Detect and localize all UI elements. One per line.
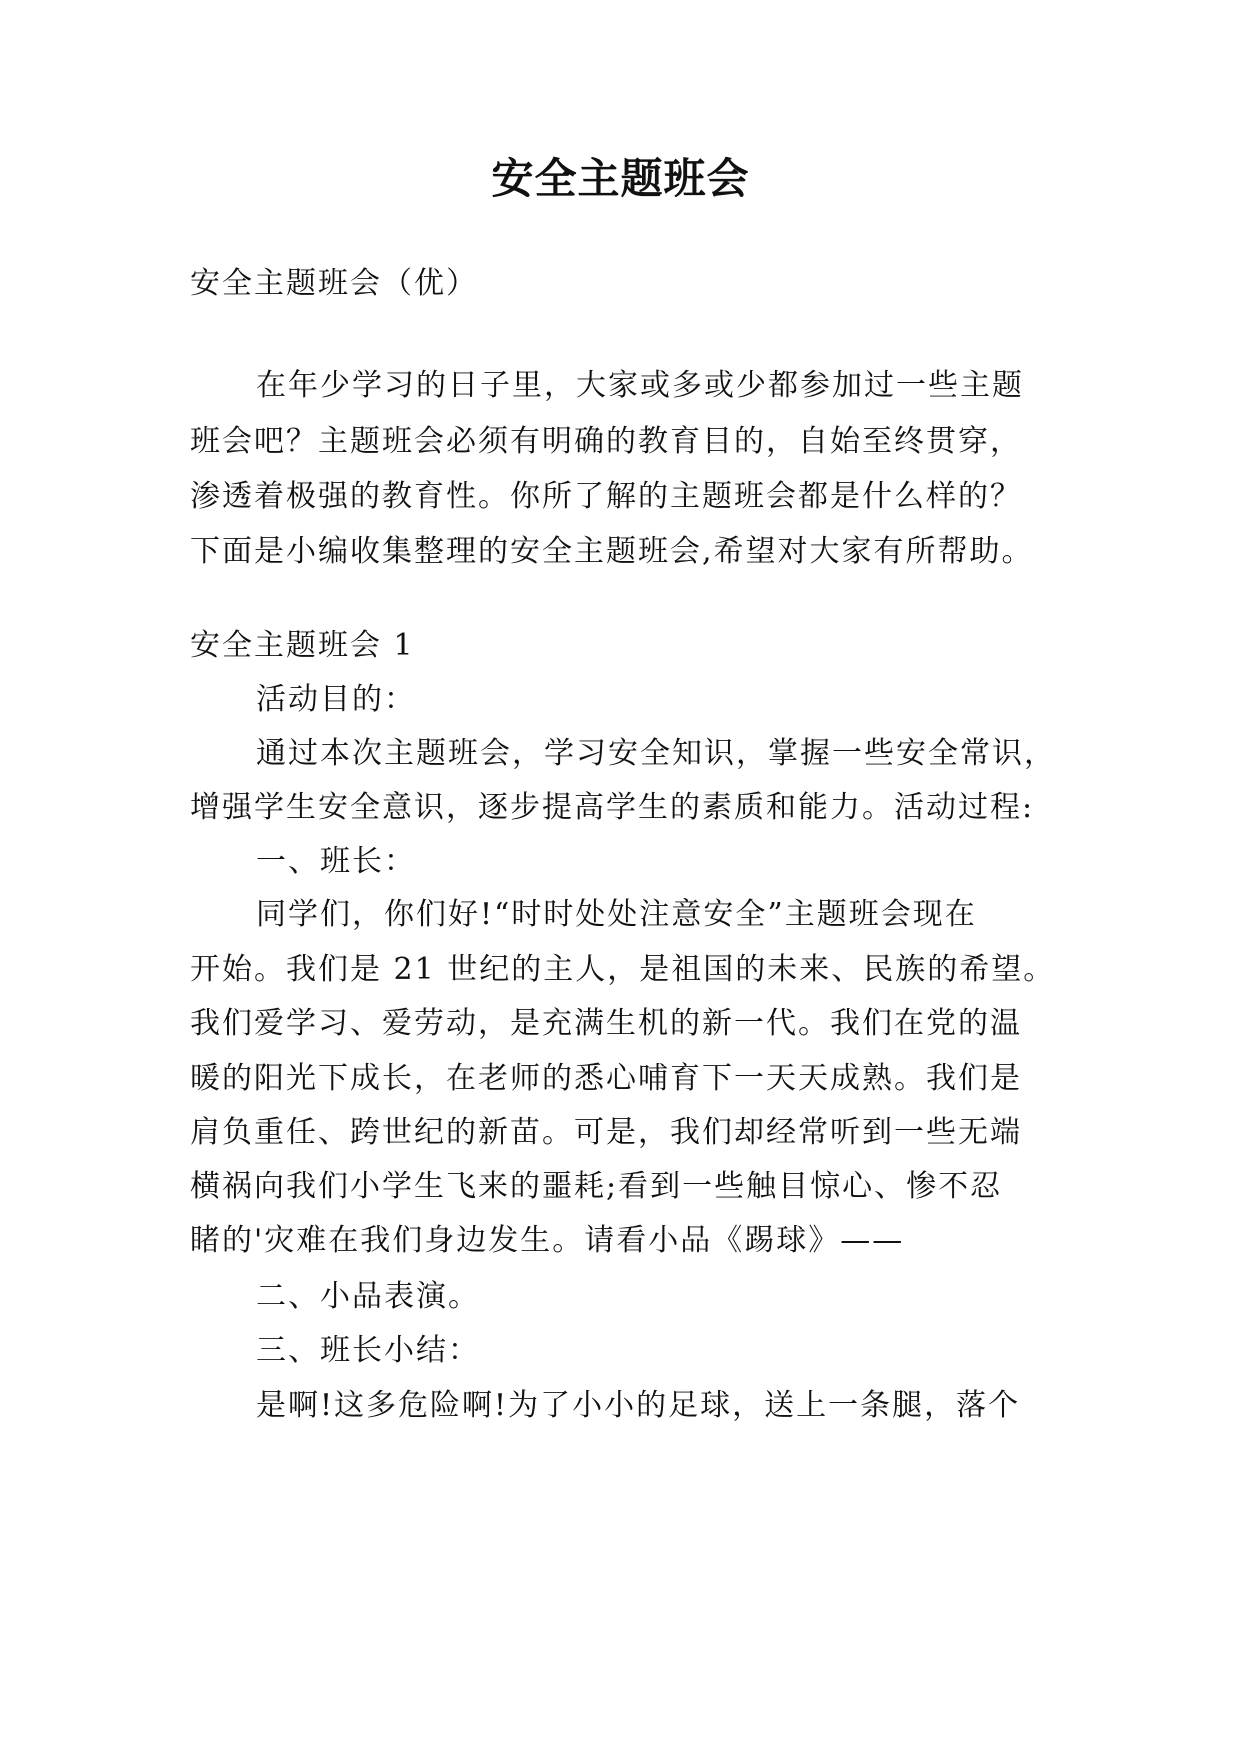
section-heading: 安全主题班会 1	[190, 628, 415, 663]
purpose-line-1: 通过本次主题班会，学习安全知识，掌握一些安全常识，	[256, 736, 1056, 771]
speech-line-5: 肩负重任、跨世纪的新苗。可是，我们却经常听到一些无端	[190, 1115, 1022, 1150]
speech-line-4: 暖的阳光下成长，在老师的悉心哺育下一天天成熟。我们是	[190, 1061, 1022, 1096]
speech-line-7: 睹的'灾难在我们身边发生。请看小品《踢球》——	[190, 1223, 905, 1258]
speech-line-3: 我们爱学习、爱劳动，是充满生机的新一代。我们在党的温	[190, 1006, 1022, 1041]
step-1-label: 一、班长：	[256, 844, 416, 879]
intro-line-3: 渗透着极强的教育性。你所了解的主题班会都是什么样的？	[190, 479, 1022, 514]
speech-line-6: 横祸向我们小学生飞来的噩耗;看到一些触目惊心、惨不忍	[190, 1169, 1003, 1204]
purpose-line-2: 增强学生安全意识，逐步提高学生的素质和能力。活动过程:	[190, 790, 1035, 825]
document-title: 安全主题班会	[491, 154, 750, 203]
speech-line-1: 同学们，你们好!“时时处处注意安全”主题班会现在	[256, 897, 977, 932]
step-2-label: 二、小品表演。	[256, 1279, 480, 1314]
summary-line: 是啊!这多危险啊!为了小小的足球，送上一条腿，落个	[256, 1388, 1021, 1423]
intro-line-1: 在年少学习的日子里，大家或多或少都参加过一些主题	[256, 368, 1024, 403]
purpose-label: 活动目的：	[256, 682, 416, 717]
intro-line-4: 下面是小编收集整理的安全主题班会,希望对大家有所帮助。	[190, 534, 1034, 569]
speech-line-2: 开始。我们是 21 世纪的主人，是祖国的未来、民族的希望。	[190, 952, 1056, 987]
step-3-label: 三、班长小结：	[256, 1333, 480, 1368]
intro-line-2: 班会吧？主题班会必须有明确的教育目的，自始至终贯穿，	[190, 424, 1022, 459]
document-subtitle: 安全主题班会（优）	[190, 266, 478, 301]
